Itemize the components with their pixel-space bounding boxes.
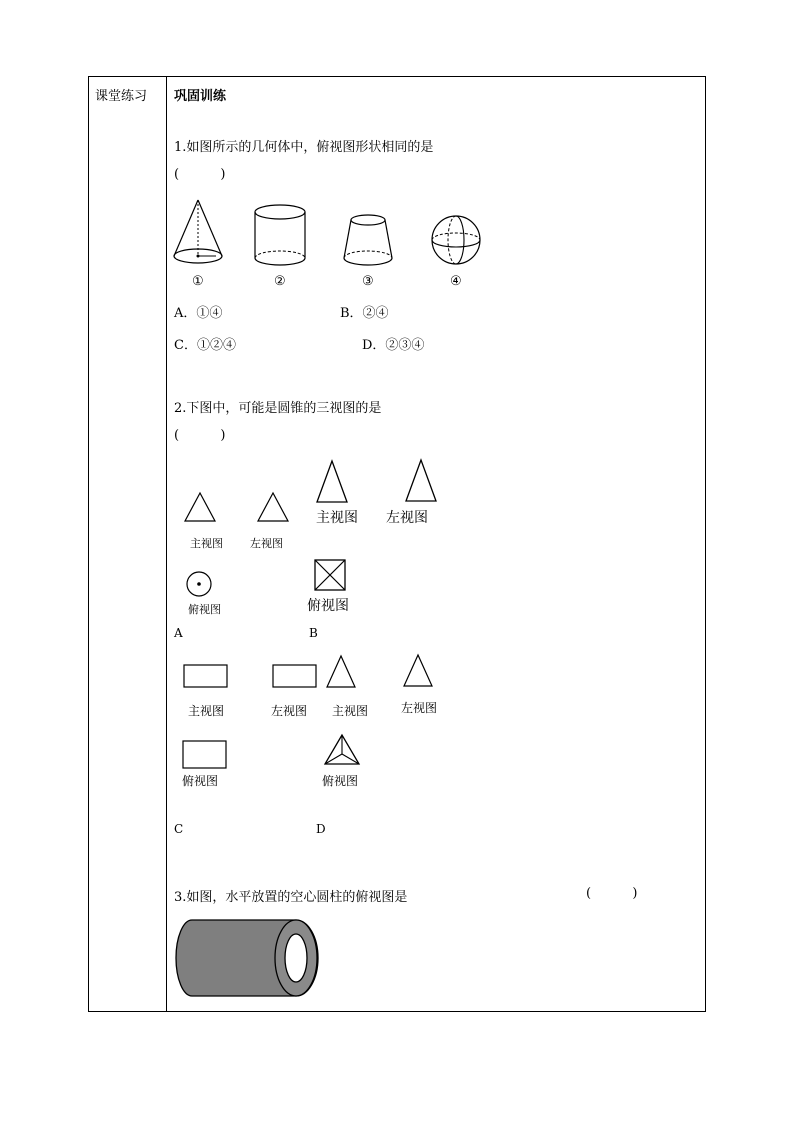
q2-d-top-triangle-lines <box>324 734 360 766</box>
q2-b-left-triangle <box>405 459 437 503</box>
q2-answer-blank: ( ) <box>174 428 226 443</box>
q1-label-1: ① <box>192 274 204 289</box>
q1-label-4: ④ <box>450 274 462 289</box>
q1-option-d[interactable]: D．②③④ <box>362 338 425 353</box>
q1-option-c[interactable]: C．①②④ <box>174 338 236 353</box>
section-title: 巩固训练 <box>174 89 227 104</box>
q2-c-top-rectangle <box>182 740 228 770</box>
q2-d-front-label: 主视图 <box>332 704 369 718</box>
q2-b-front-label: 主视图 <box>316 510 358 526</box>
q2-option-d-letter[interactable]: D <box>316 822 326 836</box>
q2-b-front-triangle <box>316 460 348 504</box>
q2-a-front-label: 主视图 <box>190 537 223 550</box>
q2-c-front-label: 主视图 <box>188 704 225 718</box>
q2-d-top-label: 俯视图 <box>322 774 359 788</box>
q2-option-a-letter[interactable]: A <box>174 626 183 640</box>
q1-option-a[interactable]: A．①④ <box>174 306 223 321</box>
q2-d-left-triangle <box>403 654 433 688</box>
q2-d-left-label: 左视图 <box>401 701 438 715</box>
q2-b-left-label: 左视图 <box>386 510 428 526</box>
q2-c-front-rectangle <box>183 664 229 690</box>
q1-answer-blank: ( ) <box>174 167 226 182</box>
q2-b-top-square-cross <box>314 559 346 591</box>
q2-a-top-circle-dot <box>185 570 213 598</box>
q2-c-top-label: 俯视图 <box>182 774 219 788</box>
q1-stem: 1.如图所示的几何体中，俯视图形状相同的是 <box>174 140 434 155</box>
q2-a-top-label: 俯视图 <box>188 603 221 616</box>
q2-a-left-triangle <box>257 492 289 522</box>
q2-d-front-triangle <box>326 655 356 689</box>
q1-label-3: ③ <box>362 274 374 289</box>
sidebar-label: 课堂练习 <box>95 89 148 104</box>
q2-b-top-label: 俯视图 <box>307 598 349 614</box>
q1-cylinder-figure <box>250 202 312 270</box>
q2-option-c-letter[interactable]: C <box>174 822 184 836</box>
q2-option-b-letter[interactable]: B <box>309 626 318 640</box>
q3-answer-blank: ( ) <box>586 886 638 901</box>
q2-a-front-triangle <box>184 492 216 522</box>
q2-c-left-rectangle <box>272 664 318 690</box>
q2-c-left-label: 左视图 <box>271 704 308 718</box>
q1-option-b[interactable]: B．②④ <box>340 306 389 321</box>
table-column-divider <box>166 76 167 1012</box>
q1-cone-figure <box>170 196 230 271</box>
q3-stem: 3.如图，水平放置的空心圆柱的俯视图是 <box>174 890 408 905</box>
q1-sphere-figure <box>428 212 484 268</box>
q3-hollow-cylinder-figure <box>172 916 322 1002</box>
q2-stem: 2.下图中，可能是圆锥的三视图的是 <box>174 401 382 416</box>
q1-label-2: ② <box>274 274 286 289</box>
q1-frustum-figure <box>338 212 400 270</box>
q2-a-left-label: 左视图 <box>250 537 283 550</box>
